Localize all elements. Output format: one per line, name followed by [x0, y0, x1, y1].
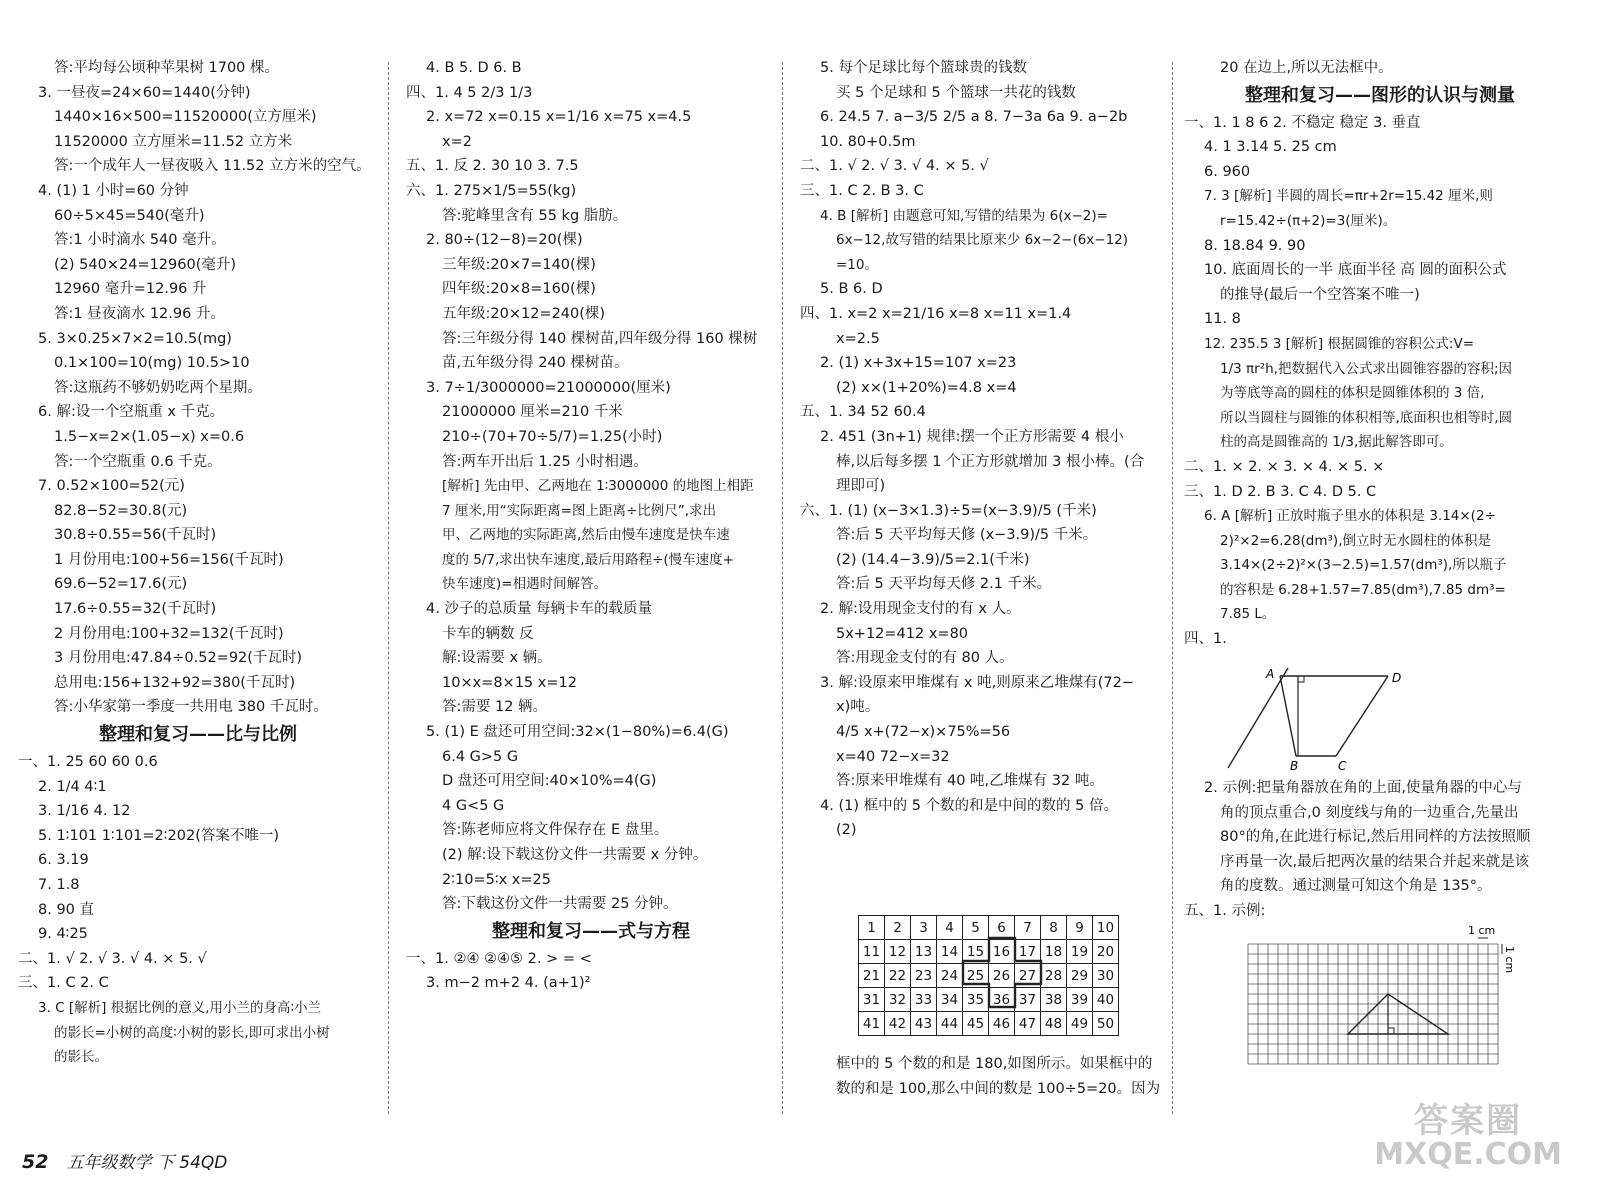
vertex-label-d: D — [1392, 671, 1402, 685]
right-angle-mark — [1388, 1028, 1394, 1034]
answer-line: 5. 1∶101 1∶101=2∶202(答案不唯一) — [38, 827, 280, 844]
answer-column-2 — [406, 56, 776, 996]
answer-line: 20 在边上,所以无法框中。 — [1220, 60, 1393, 76]
parallel-line — [1228, 668, 1288, 768]
answer-line: 21000000 厘米=210 千米 — [442, 404, 623, 421]
answer-line: 度的 5/7,求出快车速度,最后用路程÷(慢车速度+ — [442, 551, 734, 568]
number-cell: 39 — [1067, 988, 1093, 1012]
answer-line: x=2 — [442, 133, 472, 150]
number-cell: 5 — [963, 916, 989, 940]
answer-line: 7. 0.52×100=52(元) — [38, 478, 185, 495]
answer-line: 10. 底面周长的一半 底面半径 高 圆的面积公式 — [1204, 262, 1507, 279]
answer-line: 12. 235.5 3 [解析] 根据圆锥的容积公式:V= — [1204, 335, 1474, 352]
answer-line: 6. 3.19 — [38, 852, 89, 869]
answer-line: 二、1. × 2. × 3. × 4. × 5. × — [1184, 458, 1385, 475]
number-cell: 7 — [1015, 916, 1041, 940]
answer-line: 答:这瓶药不够奶奶吃两个星期。 — [54, 379, 262, 396]
answer-line: 1/3 πr²h,把数据代入公式求出圆锥容器的容积;因 — [1220, 360, 1513, 377]
number-cell: 36 — [989, 988, 1015, 1012]
page-footer — [22, 1148, 227, 1173]
book-title: 五年级数学 下 54QD — [66, 1153, 228, 1173]
answer-line: 4. 1 3.14 5. 25 cm — [1204, 139, 1337, 156]
answer-line: x=2.5 — [836, 330, 880, 347]
answer-line: 的影长=小树的高度∶小树的影长,即可求出小树 — [54, 1024, 330, 1041]
answer-line: 12960 毫升=12.96 升 — [54, 281, 207, 298]
vertex-label-c: C — [1338, 759, 1347, 773]
answer-line: 一、1. 25 60 60 0.6 — [18, 754, 158, 771]
answer-line: 82.8−52=30.8(元) — [54, 502, 188, 519]
number-cell: 15 — [963, 940, 989, 964]
number-cell: 37 — [1015, 988, 1041, 1012]
answer-column-4 — [1184, 56, 1576, 652]
right-angle-mark — [1298, 676, 1304, 682]
number-cell: 11 — [859, 940, 885, 964]
number-cell: 19 — [1067, 940, 1093, 964]
answer-line: 三年级:20×7=140(棵) — [442, 256, 596, 273]
answer-line: 5. 每个足球比每个篮球贵的钱数 — [820, 60, 1027, 76]
answer-line: 答:需要 12 辆。 — [442, 699, 548, 716]
answer-line: 6.4 G>5 G — [442, 748, 519, 765]
answer-line: (2) 解:设下载这份文件一共需要 x 分钟。 — [442, 847, 708, 863]
answer-column-3-tail — [800, 1052, 1168, 1101]
number-cell: 34 — [937, 988, 963, 1012]
answer-line: 序再量一次,最后把两次量的结果合并起来就是该 — [1220, 853, 1530, 870]
number-cell: 12 — [885, 940, 911, 964]
number-cell: 30 — [1093, 964, 1119, 988]
answer-line: 7. 3 [解析] 半圆的周长=πr+2r=15.42 厘米,则 — [1204, 188, 1493, 205]
vertex-label-a: A — [1266, 667, 1275, 681]
answer-line: 5x+12=412 x=80 — [836, 625, 969, 642]
section-heading: 整理和复习——图形的认识与测量 — [1245, 84, 1515, 106]
number-cell: 45 — [963, 1012, 989, 1036]
section-heading: 整理和复习——比与比例 — [99, 724, 297, 746]
number-cell: 9 — [1067, 916, 1093, 940]
answer-line: 六、1. (1) (x−3×1.3)÷5=(x−3.9)/5 (千米) — [800, 502, 1097, 519]
answer-line: 0.1×100=10(mg) 10.5>10 — [54, 355, 250, 372]
number-cell: 1 — [859, 916, 885, 940]
answer-line: 答:三年级分得 140 棵树苗,四年级分得 160 棵树 — [442, 330, 758, 347]
answer-line: 9. 4∶25 — [38, 926, 88, 943]
answer-line: 10×x=8×15 x=12 — [442, 674, 577, 691]
number-cell: 31 — [859, 988, 885, 1012]
number-cell: 42 — [885, 1012, 911, 1036]
answer-line: 的容积是 6.28+1.57=7.85(dm³),7.85 dm³= — [1220, 581, 1506, 598]
number-cell: 2 — [885, 916, 911, 940]
number-cell: 32 — [885, 988, 911, 1012]
square-grid-figure — [1244, 922, 1574, 1068]
number-cell: 50 — [1093, 1012, 1119, 1036]
answer-line: 数的和是 100,那么中间的数是 100÷5=20。因为 — [836, 1080, 1161, 1097]
answer-line: 答:小华家第一季度一共用电 380 千瓦时。 — [54, 699, 328, 716]
answer-line: 五、1. 反 2. 30 10 3. 7.5 — [406, 158, 579, 175]
answer-line: 2. 示例:把量角器放在角的上面,使量角器的中心与 — [1204, 780, 1522, 796]
answer-line: 8. 18.84 9. 90 — [1204, 237, 1306, 254]
answer-line: 8. 90 直 — [38, 901, 95, 918]
answer-line: =10。 — [836, 256, 878, 273]
number-cell: 17 — [1015, 940, 1041, 964]
answer-line: 69.6−52=17.6(元) — [54, 576, 188, 593]
trapezoid-figure — [1210, 666, 1430, 774]
answer-line: 2. 80÷(12−8)=20(棵) — [426, 232, 583, 249]
answer-line: (2) 540×24=12960(毫升) — [54, 256, 237, 273]
answer-line: 30.8÷0.55=56(千瓦时) — [54, 527, 217, 544]
answer-line: 4. (1) 框中的 5 个数的和是中间的数的 5 倍。 — [820, 797, 1118, 814]
answer-line: 答:原来甲堆煤有 40 吨,乙堆煤有 32 吨。 — [836, 773, 1104, 790]
answer-line: 2∶10=5∶x x=25 — [442, 871, 551, 888]
answer-line: 四、1. — [1184, 631, 1227, 648]
unit-label-vertical: 1 cm — [1503, 946, 1516, 974]
answer-line: [解析] 先由甲、乙两地在 1∶3000000 的地图上相距 — [442, 478, 754, 495]
answer-line: 二、1. √ 2. √ 3. √ 4. × 5. √ — [800, 158, 989, 175]
answer-line: 答:用现金支付的有 80 人。 — [836, 650, 1014, 667]
column-divider — [388, 62, 389, 1114]
number-cell: 29 — [1067, 964, 1093, 988]
answer-line: 4/5 x+(72−x)×75%=56 — [836, 724, 1011, 741]
watermark-url: MXQE.COM — [1374, 1137, 1562, 1172]
number-cell: 49 — [1067, 1012, 1093, 1036]
answer-line: 3.14×(2÷2)²×(3−2.5)=1.57(dm³),所以瓶子 — [1220, 557, 1507, 574]
answer-line: 4. (1) 1 小时=60 分钟 — [38, 182, 189, 199]
answer-line: 甲、乙两地的实际距离,然后由慢车速度是快车速 — [442, 527, 730, 544]
answer-line: 答:后 5 天平均每天修 (x−3.9)/5 千米。 — [836, 527, 1098, 544]
answer-line: 3 月份用电:47.84÷0.52=92(千瓦时) — [54, 650, 303, 667]
number-cell: 47 — [1015, 1012, 1041, 1036]
answer-line: 6. A [解析] 正放时瓶子里水的体积是 3.14×(2÷ — [1204, 508, 1496, 525]
number-cell: 22 — [885, 964, 911, 988]
answer-line: 4. B 5. D 6. B — [426, 60, 522, 76]
answer-line: 10. 80+0.5m — [820, 133, 916, 150]
answer-line: 二、1. √ 2. √ 3. √ 4. × 5. √ — [18, 950, 207, 967]
trapezoid-left-edge — [1280, 676, 1296, 756]
number-cell: 8 — [1041, 916, 1067, 940]
column-divider — [1172, 62, 1173, 1114]
answer-line: 总用电:156+132+92=380(千瓦时) — [54, 674, 296, 691]
answer-line: 6x−12,故写错的结果比原来少 6x−2−(6x−12) — [836, 232, 1129, 249]
answer-line: 四年级:20×8=160(棵) — [442, 281, 596, 298]
number-cell: 35 — [963, 988, 989, 1012]
answer-line: 2. x=72 x=0.15 x=1/16 x=75 x=4.5 — [426, 109, 692, 126]
answer-line: 3. m−2 m+2 4. (a+1)² — [426, 975, 591, 992]
answer-line: 5. 3×0.25×7×2=10.5(mg) — [38, 330, 232, 347]
unit-label-horizontal: 1 cm — [1468, 924, 1496, 937]
answer-line: 2 月份用电:100+32=132(千瓦时) — [54, 625, 284, 642]
answer-line: r=15.42÷(π+2)=3(厘米)。 — [1220, 212, 1397, 229]
answer-line: 7.85 L。 — [1220, 606, 1276, 623]
answer-line: 三、1. D 2. B 3. C 4. D 5. C — [1184, 483, 1377, 500]
number-cell: 41 — [859, 1012, 885, 1036]
answer-line: 答:一个成年人一昼夜吸入 11.52 立方米的空气。 — [54, 158, 371, 175]
answer-line: 7. 1.8 — [38, 877, 80, 893]
answer-line: 答:陈老师应将文件保存在 E 盘里。 — [442, 822, 669, 839]
answer-line: 2)²×2=6.28(dm³),倒立时无水圆柱的体积是 — [1220, 532, 1491, 549]
number-cell: 18 — [1041, 940, 1067, 964]
number-table-frame — [858, 915, 1120, 1035]
answer-line: x)吨。 — [836, 699, 880, 716]
answer-line: 3. 一昼夜=24×60=1440(分钟) — [38, 84, 251, 101]
answer-line: 卡车的辆数 反 — [442, 625, 534, 642]
answer-line: 苗,五年级分得 240 棵树苗。 — [442, 355, 629, 372]
answer-line: 四、1. 4 5 2/3 1/3 — [406, 84, 533, 101]
number-cell: 4 — [937, 916, 963, 940]
answer-line: 为等底等高的圆柱的体积是圆锥体积的 3 倍, — [1220, 385, 1485, 402]
answer-line: 答:1 昼夜滴水 12.96 升。 — [54, 305, 225, 322]
answer-line: 一、1. ②④ ②④⑤ 2. > = < — [406, 950, 592, 967]
answer-line: 3. 1/16 4. 12 — [38, 803, 131, 820]
trapezoid-right-edge — [1336, 676, 1388, 756]
answer-line: 的推导(最后一个空答案不唯一) — [1220, 286, 1420, 303]
number-cell: 28 — [1041, 964, 1067, 988]
answer-line: 买 5 个足球和 5 个篮球一共花的钱数 — [836, 84, 1076, 101]
number-cell: 38 — [1041, 988, 1067, 1012]
answer-line: 11520000 立方厘米=11.52 立方米 — [54, 133, 293, 150]
answer-line: 3. C [解析] 根据比例的意义,用小兰的身高∶小兰 — [38, 999, 322, 1016]
answer-line: 2. 解:设用现金支付的有 x 人。 — [820, 601, 1021, 618]
number-cell: 3 — [911, 916, 937, 940]
answer-line: 1 月份用电:100+56=156(千瓦时) — [54, 551, 284, 568]
answer-line: 答:两车开出后 1.25 小时相遇。 — [442, 453, 648, 470]
answer-line: 三、1. C 2. C — [18, 975, 109, 992]
answer-line: 4. 沙子的总质量 每辆卡车的载质量 — [426, 601, 653, 618]
answer-line: 六、1. 275×1/5=55(kg) — [406, 182, 577, 199]
answer-column-3 — [800, 56, 1168, 843]
answer-column-4-mid — [1184, 776, 1576, 924]
answer-line: 5. (1) E 盘还可用空间:32×(1−80%)=6.4(G) — [426, 724, 729, 741]
answer-line: 11. 8 — [1204, 311, 1241, 328]
number-cell: 26 — [989, 964, 1015, 988]
number-cell: 13 — [911, 940, 937, 964]
number-cell: 48 — [1041, 1012, 1067, 1036]
number-cell: 10 — [1093, 916, 1119, 940]
number-cell: 40 — [1093, 988, 1119, 1012]
answer-line: 五、1. 34 52 60.4 — [800, 404, 926, 421]
answer-line: 17.6÷0.55=32(千瓦时) — [54, 601, 217, 618]
number-cell: 16 — [989, 940, 1015, 964]
answer-line: 柱的高是圆锥高的 1/3,据此解答即可。 — [1220, 434, 1453, 451]
number-cell: 25 — [963, 964, 989, 988]
number-cell: 43 — [911, 1012, 937, 1036]
answer-line: 棒,以后每多摆 1 个正方形就增加 3 根小棒。(合 — [836, 453, 1145, 470]
answer-line: 80°的角,在此进行标记,然后用同样的方法按照顺 — [1220, 829, 1531, 846]
answer-line: 一、1. 1 8 6 2. 不稳定 稳定 3. 垂直 — [1184, 114, 1421, 131]
number-cell: 33 — [911, 988, 937, 1012]
answer-line: (2) (14.4−3.9)/5=2.1(千米) — [836, 551, 1030, 568]
number-cell: 23 — [911, 964, 937, 988]
answer-line: D 盘还可用空间:40×10%=4(G) — [442, 773, 657, 790]
answer-line: (2) x×(1+20%)=4.8 x=4 — [836, 379, 1017, 396]
answer-line: 四、1. x=2 x=21/16 x=8 x=11 x=1.4 — [800, 305, 1072, 322]
watermark — [1374, 1101, 1562, 1172]
answer-line: 答:后 5 天平均每天修 2.1 千米。 — [836, 576, 1052, 593]
number-cell: 44 — [937, 1012, 963, 1036]
answer-line: 答:一个空瓶重 0.6 千克。 — [54, 453, 222, 470]
answer-line: 6. 960 — [1204, 163, 1251, 180]
answer-line: 7 厘米,用“实际距离=图上距离÷比例尺”,求出 — [442, 502, 717, 519]
answer-line: 框中的 5 个数的和是 180,如图所示。如果框中的 — [836, 1056, 1153, 1072]
number-cell: 24 — [937, 964, 963, 988]
answer-line: 3. 7÷1/3000000=21000000(厘米) — [426, 379, 671, 396]
answer-line: 角的顶点重合,0 刻度线与角的一边重合,先量出 — [1220, 804, 1519, 821]
answer-line: 答:1 小时滴水 540 毫升。 — [54, 232, 226, 249]
number-cell: 27 — [1015, 964, 1041, 988]
answer-line: 角的度数。通过测量可知这个角是 135°。 — [1220, 878, 1492, 895]
answer-line: 2. (1) x+3x+15=107 x=23 — [820, 355, 1017, 372]
answer-line: 的影长。 — [54, 1049, 108, 1066]
answer-line: 解:设需要 x 辆。 — [442, 650, 552, 667]
answer-line: 五年级:20×12=240(棵) — [442, 305, 606, 322]
answer-column-1 — [18, 56, 378, 1070]
answer-line: 4 G<5 G — [442, 797, 505, 814]
answer-line: 所以当圆柱与圆锥的体积相等,底面积也相等时,圆 — [1220, 409, 1513, 426]
answer-line: 答:下载这份文件一共需要 25 分钟。 — [442, 896, 678, 913]
cross-frame — [963, 938, 1041, 1007]
answer-line: 快车速度)=相遇时间解答。 — [442, 576, 608, 593]
page-number: 52 — [22, 1151, 49, 1173]
answer-line: 3. 解:设原来甲堆煤有 x 吨,则原来乙堆煤有(72− — [820, 674, 1134, 691]
number-cell: 6 — [989, 916, 1015, 940]
number-cell: 21 — [859, 964, 885, 988]
answer-line: 4. B [解析] 由题意可知,写错的结果为 6(x−2)= — [820, 207, 1108, 224]
answer-line: 2. 1/4 4∶1 — [38, 778, 107, 795]
watermark-logo: 答案圈 — [1414, 1101, 1523, 1141]
answer-line: 2. 451 (3n+1) 规律:摆一个正方形需要 4 根小 — [820, 428, 1124, 445]
answer-line: 理即可) — [836, 478, 886, 495]
answer-line: x=40 72−x=32 — [836, 748, 950, 765]
answer-line: 60÷5×45=540(毫升) — [54, 207, 205, 224]
section-heading: 整理和复习——式与方程 — [492, 920, 690, 942]
answer-line: 1.5−x=2×(1.05−x) x=0.6 — [54, 428, 245, 445]
number-cell: 20 — [1093, 940, 1119, 964]
number-cell: 14 — [937, 940, 963, 964]
column-divider — [782, 62, 783, 1114]
answer-line: 答:平均每公顷种苹果树 1700 棵。 — [54, 60, 280, 76]
answer-line: 6. 24.5 7. a−3/5 2/5 a 8. 7−3a 6a 9. a−2b — [820, 109, 1128, 126]
answer-line: 答:驼峰里含有 55 kg 脂肪。 — [442, 207, 628, 224]
answer-line: 6. 解:设一个空瓶重 x 千克。 — [38, 404, 225, 421]
answer-line: (2) — [836, 822, 857, 839]
answer-line: 210÷(70+70÷5/7)=1.25(小时) — [442, 428, 663, 445]
answer-line: 1440×16×500=11520000(立方厘米) — [54, 109, 317, 126]
answer-line: 三、1. C 2. B 3. C — [800, 182, 924, 199]
vertex-label-b: B — [1290, 759, 1299, 773]
number-cell: 46 — [989, 1012, 1015, 1036]
answer-line: 五、1. 示例: — [1184, 902, 1266, 919]
answer-line: 5. B 6. D — [820, 281, 883, 298]
